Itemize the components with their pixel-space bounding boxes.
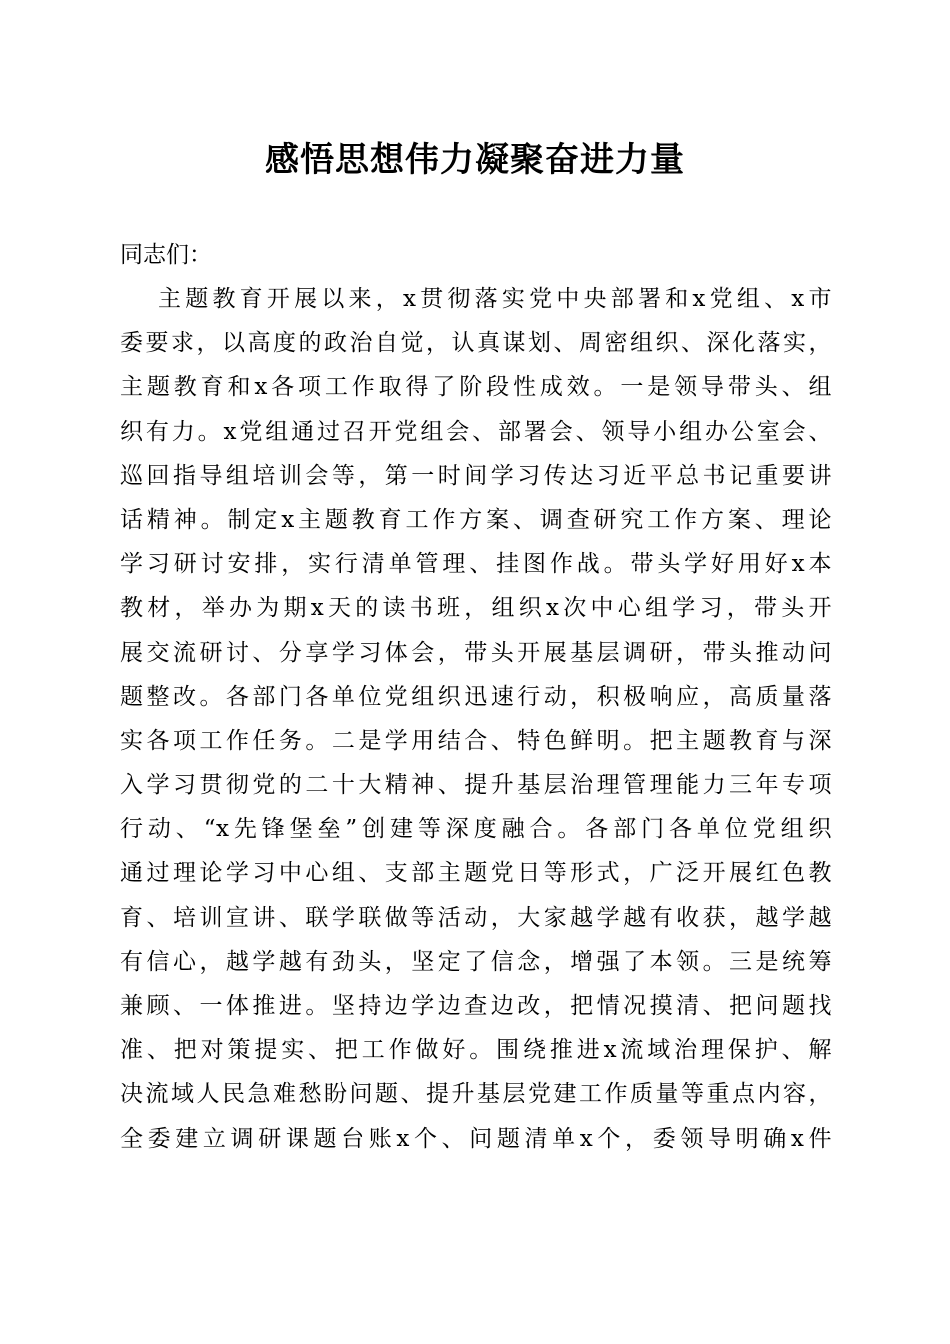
- body-line: 展交流研讨、分享学习体会，带头开展基层调研，带头推动问: [120, 639, 832, 666]
- body-line: 决流域人民急难愁盼问题、提升基层党建工作质量等重点内容，: [120, 1081, 832, 1108]
- body-line: 教材，举办为期x天的读书班，组织x次中心组学习，带头开: [120, 595, 832, 622]
- body-line: 实各项工作任务。二是学用结合、特色鲜明。把主题教育与深: [120, 727, 832, 754]
- body-line: 学习研讨安排，实行清单管理、挂图作战。带头学好用好x本: [120, 551, 832, 578]
- body-line: 织有力。x党组通过召开党组会、部署会、领导小组办公室会、: [120, 418, 832, 445]
- body-line: 主题教育和x各项工作取得了阶段性成效。一是领导带头、组: [120, 374, 832, 401]
- body-line: 行动、“x先锋堡垒”创建等深度融合。各部门各单位党组织: [120, 816, 832, 843]
- body-line: 准、把对策提实、把工作做好。围绕推进x流域治理保护、解: [120, 1037, 832, 1064]
- body-line: 有信心，越学越有劲头，坚定了信念，增强了本领。三是统筹: [120, 948, 832, 975]
- salutation: 同志们：: [120, 242, 212, 268]
- body-line: 主题教育开展以来，x贯彻落实党中央部署和x党组、x市: [158, 286, 832, 312]
- body-line: 入学习贯彻党的二十大精神、提升基层治理管理能力三年专项: [120, 772, 832, 799]
- body-line: 全委建立调研课题台账x个、问题清单x个，委领导明确x件: [120, 1125, 832, 1152]
- body-paragraph: [120, 277, 832, 1161]
- document-title: 感悟思想伟力凝聚奋进力量: [265, 140, 685, 180]
- body-line: 通过理论学习中心组、支部主题党日等形式，广泛开展红色教: [120, 860, 832, 887]
- body-line: 委要求，以高度的政治自觉，认真谋划、周密组织、深化落实，: [120, 330, 832, 357]
- body-line: 巡回指导组培训会等，第一时间学习传达习近平总书记重要讲: [120, 462, 832, 489]
- body-line: 话精神。制定x主题教育工作方案、调查研究工作方案、理论: [120, 506, 832, 533]
- body-line: 兼顾、一体推进。坚持边学边查边改，把情况摸清、把问题找: [120, 993, 832, 1019]
- body-line: 育、培训宣讲、联学联做等活动，大家越学越有收获，越学越: [120, 904, 832, 931]
- body-line: 题整改。各部门各单位党组织迅速行动，积极响应，高质量落: [120, 683, 832, 710]
